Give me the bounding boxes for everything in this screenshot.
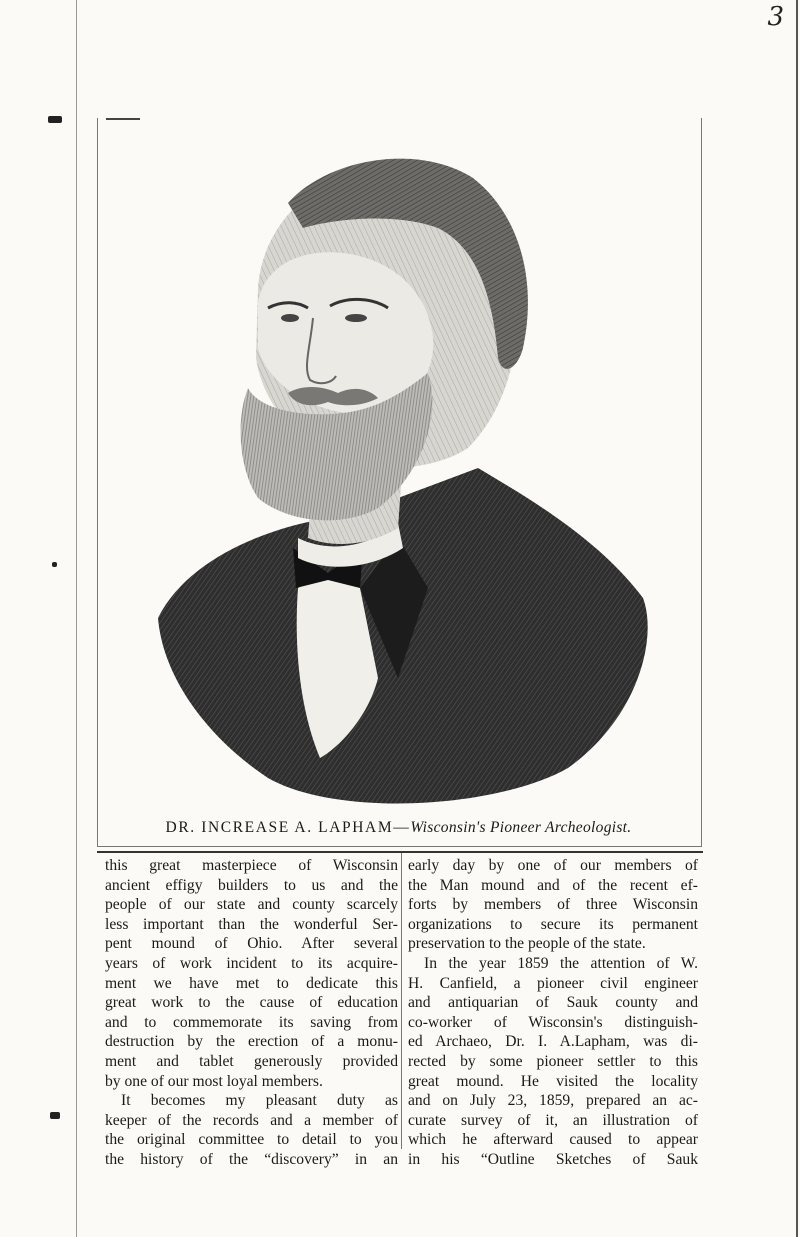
text-line: organizations to secure its permanent [408, 915, 698, 933]
text-line: which he afterward caused to appear [408, 1131, 698, 1149]
text-line: less important than the wonderful Ser- [105, 915, 398, 933]
margin-rule-left [76, 0, 77, 1237]
text-line: by one of our most loyal members. [105, 1072, 323, 1090]
text-line: in his “Outline Sketches of Sauk [408, 1150, 698, 1168]
text-line: curate survey of it, an illustration of [408, 1111, 698, 1129]
caption-title: Wisconsin's Pioneer Archeologist. [410, 819, 632, 836]
portrait-caption [97, 819, 700, 837]
article-column-right [408, 856, 698, 1170]
margin-rule-right [796, 0, 798, 1237]
binder-mark [48, 116, 62, 123]
text-line: ed Archaeo, Dr. I. A.Lapham, was di- [408, 1033, 698, 1051]
text-line: the history of the “discovery” in an [105, 1150, 398, 1168]
text-line: co-worker of Wisconsin's distinguish- [408, 1013, 698, 1031]
text-line: It becomes my pleasant duty as [121, 1092, 398, 1110]
binder-mark [50, 1112, 60, 1119]
text-line: pent mound of Ohio. After several [105, 935, 398, 953]
text-line: early day by one of our members of [408, 857, 698, 874]
text-line: the Man mound and of the recent ef- [408, 876, 698, 894]
text-line: In the year 1859 the attention of W. [424, 954, 698, 972]
text-line: preservation to the people of the state. [408, 935, 646, 953]
text-line: ancient effigy builders to us and the [105, 876, 398, 894]
text-line: forts by members of three Wisconsin [408, 896, 698, 914]
text-line: great mound. He visited the locality [408, 1072, 698, 1090]
text-line: and antiquarian of Sauk county and [408, 994, 698, 1012]
text-line: this great masterpiece of Wisconsin [105, 857, 398, 874]
text-line: years of work incident to its acquire- [105, 954, 398, 972]
caption-divider [97, 851, 703, 853]
text-line: ment and tablet generously provided [105, 1052, 398, 1070]
portrait-image [98, 118, 701, 818]
text-line: ment we have met to dedicate this [105, 974, 398, 992]
text-line: rected by some pioneer settler to this [408, 1052, 698, 1070]
text-line: great work to the cause of education [105, 994, 398, 1012]
text-line: H. Canfield, a pioneer civil engineer [408, 974, 698, 992]
portrait-frame [97, 118, 702, 847]
text-line: keeper of the records and a member of [105, 1111, 398, 1129]
text-line: people of our state and county scarcely [105, 896, 398, 914]
page-number: 3 [767, 2, 784, 32]
text-line: and on July 23, 1859, prepared an ac- [408, 1092, 698, 1110]
text-line: the original committee to detail to you [105, 1131, 398, 1149]
text-line: and to commemorate its saving from [105, 1013, 398, 1031]
article-column-left [105, 856, 398, 1170]
caption-name: DR. INCREASE A. LAPHAM— [165, 819, 411, 836]
text-line: destruction by the erection of a monu- [105, 1033, 398, 1051]
column-rule [401, 853, 402, 1149]
binder-mark [52, 562, 57, 567]
